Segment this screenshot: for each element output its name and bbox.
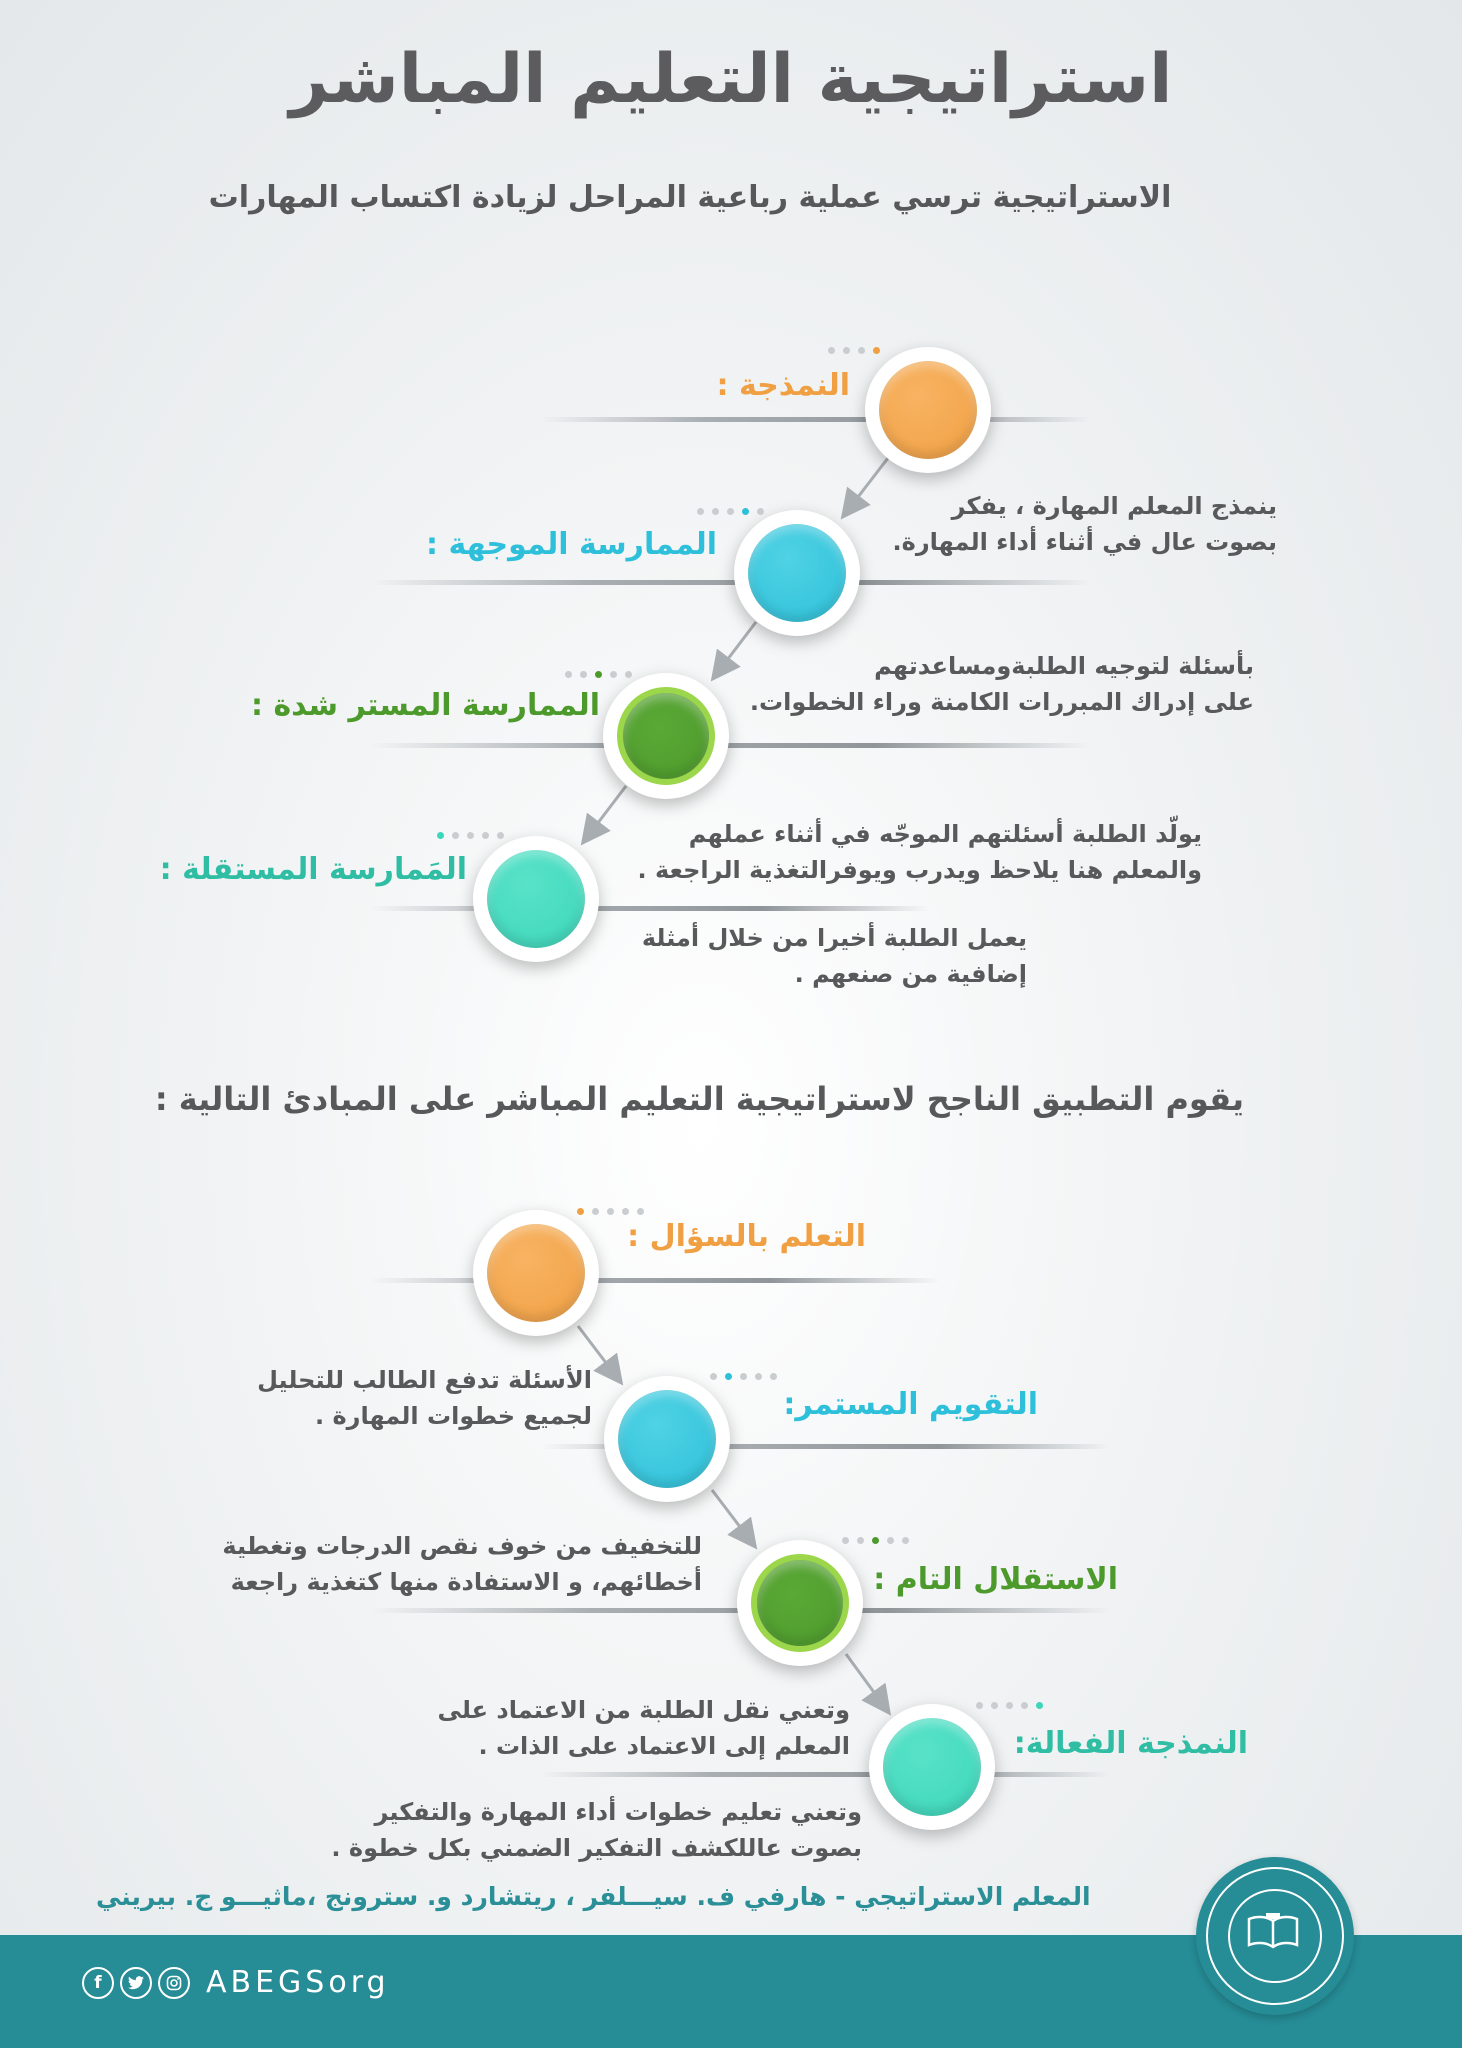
social-links <box>82 1965 390 2000</box>
principle-1-label: التعلم بالسؤال : <box>627 1219 866 1254</box>
principle-3-dots <box>842 1537 909 1544</box>
stage-4-dots <box>437 832 504 839</box>
stage-2-description: بأسئلة لتوجيه الطلبةومساعدتهم على إدراك المبررات الكامنة وراء الخطوات. <box>749 652 1254 716</box>
stage-2-line <box>370 580 1090 585</box>
stage-1-label: النمذجة : <box>716 368 850 403</box>
principles-heading: يقوم التطبيق الناجح لاستراتيجية التعليم المباشر على المبادئ التالية : <box>154 1080 1244 1118</box>
principle-1-dots <box>577 1208 644 1215</box>
principle-2-circle <box>604 1376 730 1502</box>
stage-2-circle <box>734 510 860 636</box>
instagram-icon[interactable] <box>158 1967 190 1999</box>
book-icon <box>1246 1913 1300 1951</box>
stage-3-label: الممارسة المستر شدة : <box>251 688 600 723</box>
arrow-stage-1-2 <box>848 458 888 510</box>
principle-2-label: التقويم المستمر: <box>783 1387 1038 1422</box>
stage-1-circle <box>865 347 991 473</box>
principle-2-dots <box>710 1373 777 1380</box>
facebook-icon[interactable]: f <box>82 1967 114 1999</box>
principle-3-label: الاستقلال التام : <box>873 1562 1118 1597</box>
principle-4-line <box>540 1772 1110 1777</box>
stage-4-label: المَمارسة المستقلة : <box>159 852 467 887</box>
stage-3-line <box>370 743 1090 748</box>
stage-3-description: يولّد الطلبة أسئلتهم الموجّه في أثناء عملهم والمعلم هنا يلاحظ ويدرب ويوفرالتغذية الراجعة . <box>637 820 1202 884</box>
principle-4-circle <box>869 1704 995 1830</box>
principle-4-description: وتعني تعليم خطوات أداء المهارة والتفكير بصوت عاللكشف التفكير الضمني بكل خطوة . <box>331 1798 862 1862</box>
principle-4-label: النمذجة الفعالة: <box>1013 1726 1248 1761</box>
stage-4-line <box>370 906 930 911</box>
stage-2-dots <box>697 508 764 515</box>
principle-4-dots <box>976 1702 1043 1709</box>
principle-1-line <box>370 1278 940 1283</box>
page-subtitle: الاستراتيجية ترسي عملية رباعية المراحل لزيادة اكتساب المهارات <box>208 180 1172 215</box>
stage-4-circle <box>473 836 599 962</box>
principle-3-text: وتعني نقل الطلبة من الاعتماد على المعلم إلى الاعتماد على الذات . <box>437 1696 850 1760</box>
stage-3-dots <box>565 671 632 678</box>
arrow-principle-3-4 <box>846 1654 884 1706</box>
stage-1-description: ينمذج المعلم المهارة ، يفكر بصوت عال في أثناء أداء المهارة. <box>892 492 1277 556</box>
twitter-icon[interactable] <box>120 1967 152 1999</box>
social-handle[interactable]: ABEGSorg <box>206 1965 390 2000</box>
stage-3-circle <box>603 673 729 799</box>
arrow-principle-2-3 <box>712 1490 750 1540</box>
stage-1-line <box>540 417 1090 422</box>
principle-1-description: الأسئلة تدفع الطالب للتحليل لجميع خطوات المهارة . <box>257 1366 592 1430</box>
authors-credit: المعلم الاستراتيجي - هارفي ف. سيـــلفر ، ريتشارد و. سترونج ،ماثيـــو ج. بيريني <box>96 1882 1091 1911</box>
principle-3-circle <box>737 1540 863 1666</box>
page-title: استراتيجية التعليم المباشر <box>289 40 1173 119</box>
arrow-stage-3-4 <box>588 786 626 836</box>
principle-1-circle <box>473 1210 599 1336</box>
principle-2-description: للتخفيف من خوف نقص الدرجات وتغطية أخطائهم، و الاستفادة منها كتغذية راجعة <box>222 1532 702 1596</box>
stage-1-dots <box>828 347 880 354</box>
stage-2-label: الممارسة الموجهة : <box>426 527 717 562</box>
organization-logo <box>1196 1857 1354 2015</box>
stage-4-description: يعمل الطلبة أخيرا من خلال أمثلة إضافية من صنعهم . <box>641 924 1027 988</box>
